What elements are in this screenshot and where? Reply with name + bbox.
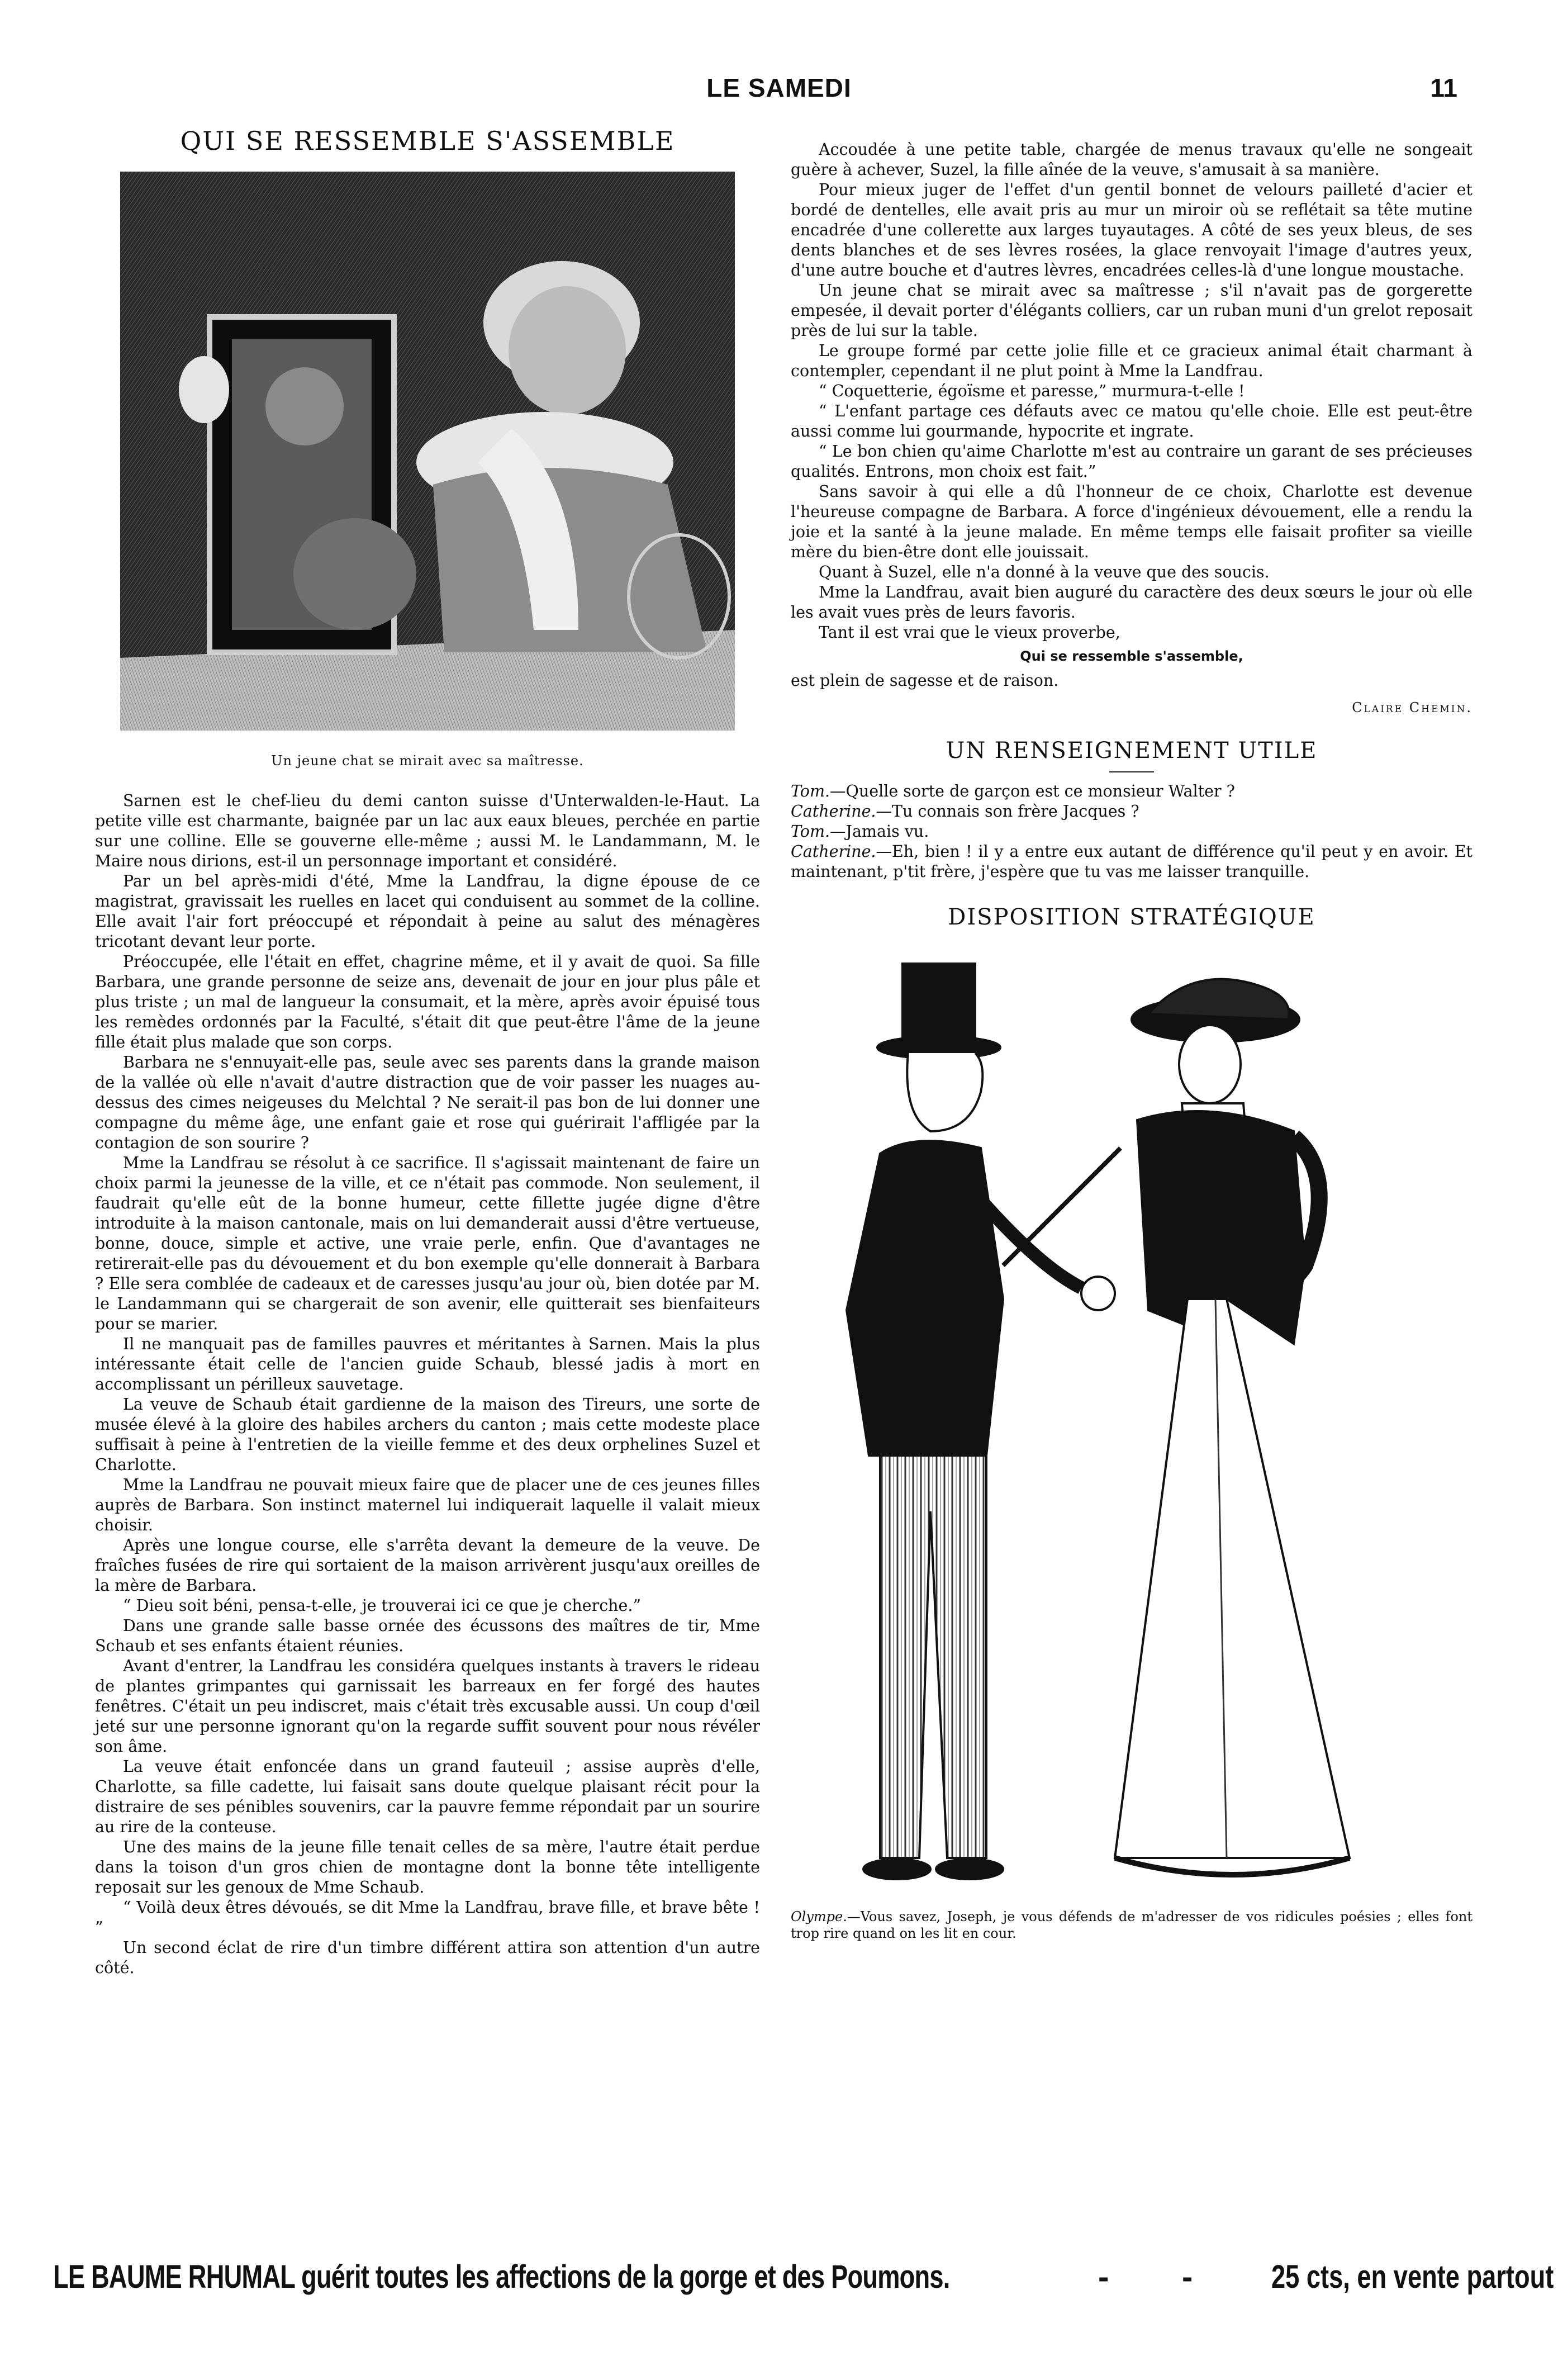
- ad-text: LE BAUME RHUMAL guérit toutes les affections de la gorge et des Poumons.: [53, 2259, 950, 2295]
- story-paragraph: Un jeune chat se mirait avec sa maîtresse ; s'il n'avait pas de gorgerette empesée, il devait porter d'élégants colliers, car un ruban muni d'un grelot reposait près de lui sur la table.: [791, 281, 1472, 340]
- story-paragraph: Barbara ne s'ennuyait-elle pas, seule avec ses parents dans la grande maison de la vallée où elle n'avait d'autre distraction que de voir passer les nuages au-dessus des cimes neigeuses du Melchtal ? Ne serait-il pas bon de lui donner une compagne du même âge, une enfant gaie et rose qui guérirait l'affligée par la contagion de son sourire ?: [95, 1053, 760, 1152]
- ad-separator: -: [1182, 2259, 1193, 2295]
- page-number: 11: [1430, 73, 1457, 102]
- couple-drawing: [802, 952, 1461, 1903]
- story-paragraph: Un second éclat de rire d'un timbre différent attira son attention d'un autre côté.: [95, 1938, 760, 1977]
- dialogue-speaker: Catherine.: [791, 842, 876, 861]
- story-paragraph: Mme la Landfrau ne pouvait mieux faire que de placer une de ces jeunes filles auprès de Barbara. Son instinct maternel lui indiquerait laquelle il valait mieux choisir.: [95, 1476, 760, 1534]
- girl-with-mirror-image: [120, 172, 735, 731]
- left-column: [95, 126, 760, 1978]
- author-signature: Claire Chemin.: [1352, 700, 1472, 715]
- dialogue-line: [791, 822, 1472, 842]
- dialogue-speaker: Tom.: [791, 782, 830, 800]
- story-paragraph: Avant d'entrer, la Landfrau les considéra quelques instants à travers le rideau de plantes grimpantes qui garnissait les barreaux en fer forgé des hautes fenêtres. C'était un peu indiscret, mais c'était très excusable aussi. Un coup d'œil jeté sur une personne ignorant qu'on la regarde suffit souvent pour nous révéler son âme.: [95, 1657, 760, 1756]
- ad-price: 25 cts, en vente partout: [1271, 2259, 1554, 2295]
- caption-speaker: Olympe.: [791, 1909, 847, 1924]
- story-paragraph: Après une longue course, elle s'arrêta devant la demeure de la veuve. De fraîches fusées de rire qui sortaient de la maison arrivèrent jusqu'aux oreilles de la mère de Barbara.: [95, 1536, 760, 1595]
- ad-separator: -: [1098, 2259, 1109, 2295]
- story-paragraph: “ L'enfant partage ces défauts avec ce matou qu'elle choie. Elle est peut-être aussi comme lui gourmande, hypocrite et ingrate.: [791, 402, 1472, 440]
- story-body: [95, 791, 760, 1978]
- dialogue-text: —Jamais vu.: [830, 822, 929, 841]
- right-column: [791, 140, 1472, 1942]
- story-paragraph: La veuve était enfoncée dans un grand fauteuil ; assise auprès d'elle, Charlotte, sa fille cadette, lui faisait sans doute quelque plaisant récit pour la distraire de ses pénibles souvenirs, car la pauvre femme répondait par un sourire au rire de la conteuse.: [95, 1757, 760, 1836]
- dialogue-text: —Tu connais son frère Jacques ?: [876, 802, 1139, 821]
- engraving-caption: Un jeune chat se mirait avec sa maîtresse.: [271, 753, 584, 769]
- story-paragraph: Mme la Landfrau, avait bien auguré du caractère des deux sœurs le jour où elle les avait vues près de leurs favoris.: [791, 583, 1472, 622]
- story-title: QUI SE RESSEMBLE S'ASSEMBLE: [180, 126, 675, 156]
- story-paragraph: Il ne manquait pas de familles pauvres et méritantes à Sarnen. Mais la plus intéressante était celle de l'ancien guide Schaub, blessé jadis à mort en accomplissant un périlleux sauvetage.: [95, 1335, 760, 1393]
- dialogue-line: [791, 842, 1472, 882]
- caption-text: —Vous savez, Joseph, je vous défends de m'adresser de vos ridicules poésies ; elles font trop rire quand on les lit en cour.: [791, 1909, 1472, 1941]
- advertisement-banner: [53, 2258, 1554, 2303]
- story-paragraph: Quant à Suzel, elle n'a donné à la veuve que des soucis.: [819, 563, 1270, 581]
- story-paragraph: Sans savoir à qui elle a dû l'honneur de ce choix, Charlotte est devenue l'heureuse compagne de Barbara. A force d'ingénieux dévouement, elle a rendu la joie et la santé à la jeune malade. En même temps elle faisait profiter sa vieille mère du bien-être dont elle jouissait.: [791, 482, 1472, 561]
- anecdote-dialogue: [791, 781, 1472, 882]
- story-paragraph: “ Dieu soit béni, pensa-t-elle, je trouverai ici ce que je cherche.”: [123, 1596, 642, 1615]
- story-paragraph: Mme la Landfrau se résolut à ce sacrifice. Il s'agissait maintenant de faire un choix parmi la jeunesse de la ville, et ce n'était pas commode. Non seulement, il faudrait qu'elle eût de la bonne humeur, cette fillette jugée digne d'être introduite à la maison cantonale, mais on lui demanderait aussi d'être vertueuse, bonne, douce, simple et active, une vraie perle, enfin. Que d'avantages ne retirerait-elle pas du dévouement et du bon exemple qu'elle donnerait à Barbara ? Elle sera comblée de cadeaux et de caresses jusqu'au jour où, bien dotée par M. le Landammann qui se chargerait de son avenir, elle quitterait ses bienfaiteurs pour se marier.: [95, 1154, 760, 1333]
- newspaper-title: LE SAMEDI: [706, 73, 852, 102]
- dialogue-line: [791, 802, 1472, 822]
- story-closing: est plein de sagesse et de raison.: [791, 671, 1059, 690]
- story-paragraph: “ Coquetterie, égoïsme et paresse,” murmura-t-elle !: [819, 382, 1245, 400]
- story-paragraph: Préoccupée, elle l'était en effet, chagrine même, et il y avait de quoi. Sa fille Barbara, une grande personne de seize ans, devenait de jour en jour plus pâle et plus triste ; un mal de langueur la consumait, et la mère, après avoir épuisé tous les remèdes ordonnés par la Faculté, s'était dit que peut-être l'âme de la jeune fille était plus malade que son corps.: [95, 952, 760, 1051]
- cartoon-illustration: [802, 952, 1461, 1903]
- title-rule: [1109, 771, 1154, 772]
- story-continuation: [791, 140, 1472, 715]
- story-paragraph: “ Voilà deux êtres dévoués, se dit Mme la Landfrau, brave fille, et brave bête ! ”: [95, 1898, 760, 1937]
- story-paragraph: Accoudée à une petite table, chargée de menus travaux qu'elle ne songeait guère à achever, Suzel, la fille aînée de la veuve, s'amusait à sa manière.: [791, 140, 1472, 179]
- story-paragraph: Une des mains de la jeune fille tenait celles de sa mère, l'autre était perdue dans la toison d'un gros chien de montagne dont la bonne tête intelligente reposait sur les genoux de Mme Schaub.: [95, 1838, 760, 1897]
- story-paragraph: “ Le bon chien qu'aime Charlotte m'est au contraire un garant de ses précieuses qualités. Entrons, mon choix est fait.”: [791, 442, 1472, 481]
- story-paragraph: Dans une grande salle basse ornée des écussons des maîtres de tir, Mme Schaub et ses enfants étaient réunies.: [95, 1616, 760, 1655]
- story-paragraph: Par un bel après-midi d'été, Mme la Landfrau, la digne épouse de ce magistrat, gravissait les ruelles en lacet qui conduisent au sommet de la colline. Elle avait l'air fort préoccupé et répondait à peine au salut des ménagères tricotant devant leur porte.: [95, 872, 760, 951]
- page-header: [0, 73, 1558, 117]
- proverb-verse: Qui se ressemble s'assemble,: [1020, 648, 1243, 664]
- dialogue-speaker: Catherine.: [791, 802, 876, 821]
- story-paragraph: Le groupe formé par cette jolie fille et ce gracieux animal était charmant à contempler, cependant il ne plut point à Mme la Landfrau.: [791, 342, 1472, 380]
- dialogue-line: [791, 781, 1472, 802]
- dialogue-text: —Eh, bien ! il y a entre eux autant de différence qu'il peut y en avoir. Et maintenant, p'tit frère, j'espère que tu vas me laisser tranquille.: [791, 842, 1472, 881]
- story-paragraph: Pour mieux juger de l'effet d'un gentil bonnet de velours pailleté d'acier et bordé de dentelles, elle avait pris au mur un miroir où se reflétait sa tête mutine encadrée d'une collerette aux larges tuyautages. A côté de ses yeux bleus, de ses dents blanches et de ses lèvres rosées, la glace renvoyait l'image d'autres yeux, d'une autre bouche et d'autres lèvres, encadrées celles-là d'une longue moustache.: [791, 181, 1472, 279]
- anecdote-title: UN RENSEIGNEMENT UTILE: [946, 738, 1318, 764]
- dialogue-speaker: Tom.: [791, 822, 830, 841]
- story-engraving: [120, 172, 735, 731]
- story-paragraph: Sarnen est le chef-lieu du demi canton suisse d'Unterwalden-le-Haut. La petite ville est charmante, baignée par un lac aux eaux bleues, perchée en partie sur une colline. Elle se gouverne elle-même ; aussi M. le Landammann, M. le Maire nous dirions, est-il un personnage important et considéré.: [95, 791, 760, 870]
- cartoon-caption: [791, 1908, 1472, 1942]
- dialogue-text: —Quelle sorte de garçon est ce monsieur Walter ?: [830, 782, 1235, 800]
- story-paragraph: Tant il est vrai que le vieux proverbe,: [819, 623, 1120, 642]
- story-paragraph: La veuve de Schaub était gardienne de la maison des Tireurs, une sorte de musée élevé à la gloire des habiles archers du canton ; mais cette modeste place suffisait à peine à l'entretien de la vieille femme et des deux orphelines Suzel et Charlotte.: [95, 1395, 760, 1474]
- cartoon-title: DISPOSITION STRATÉGIQUE: [948, 904, 1315, 930]
